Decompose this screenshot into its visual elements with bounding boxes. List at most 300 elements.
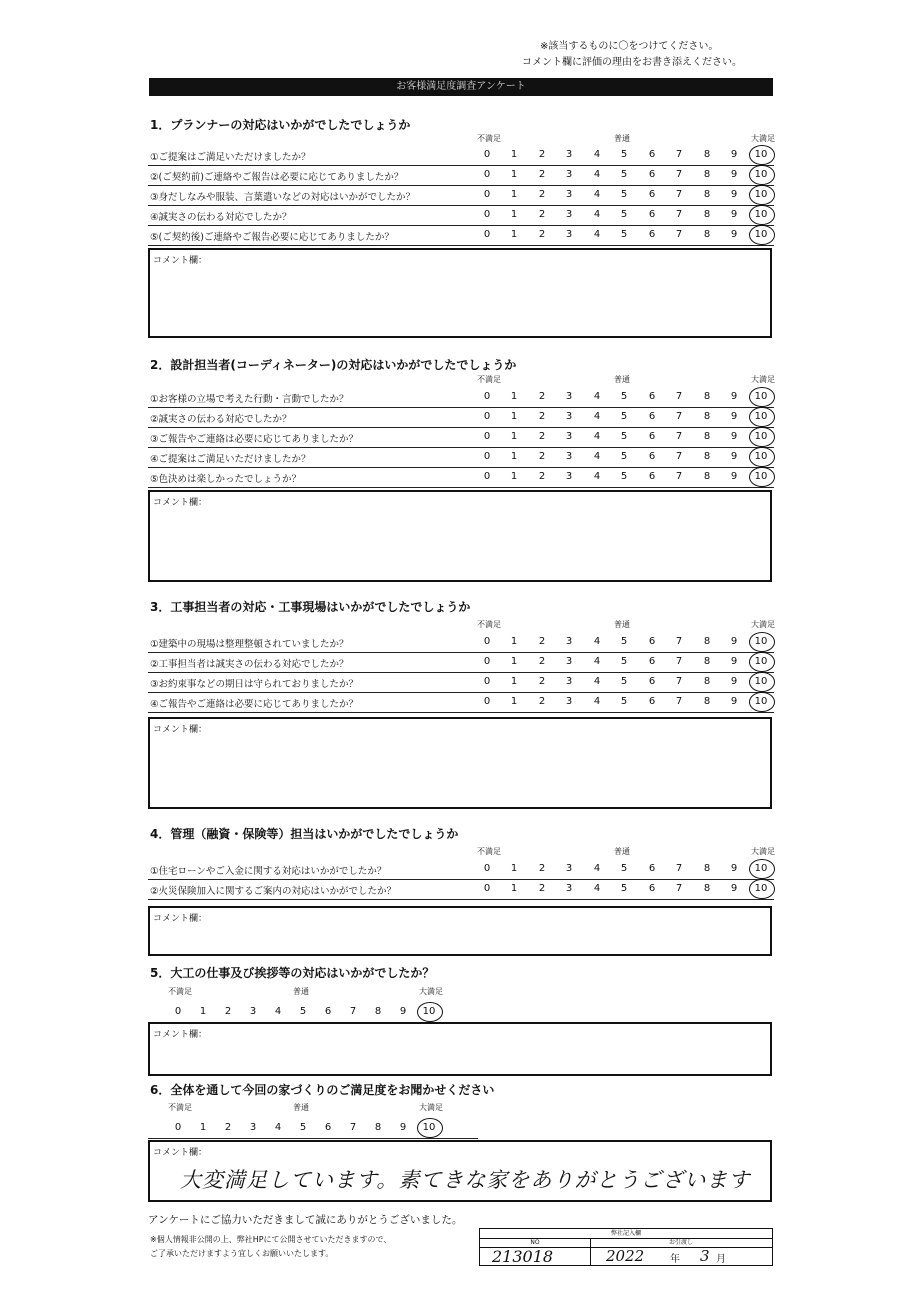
rating-option-0[interactable]: 0 xyxy=(483,391,491,402)
rating-option-5[interactable]: 5 xyxy=(620,656,628,667)
rating-option-7[interactable]: 7 xyxy=(675,391,683,402)
rating-option-2[interactable]: 2 xyxy=(538,431,546,442)
rating-option-6[interactable]: 6 xyxy=(648,169,656,180)
rating-option-3[interactable]: 3 xyxy=(565,636,573,647)
rating-option-5[interactable]: 5 xyxy=(620,209,628,220)
rating-option-8[interactable]: 8 xyxy=(374,1122,382,1133)
question-text: ①住宅ローンやご入金に関する対応はいかがでしたか？ xyxy=(150,866,387,877)
question-text: ②工事担当者は誠実さの伝わる対応でしたか？ xyxy=(150,659,349,670)
rating-option-3[interactable]: 3 xyxy=(565,451,573,462)
question-row xyxy=(148,206,774,226)
comment-box[interactable] xyxy=(148,248,772,338)
rating-option-7[interactable]: 7 xyxy=(675,636,683,647)
scale-label-mid: 普通 xyxy=(293,987,309,996)
rating-option-3[interactable]: 3 xyxy=(249,1006,257,1017)
rating-option-2[interactable]: 2 xyxy=(538,209,546,220)
rating-option-5[interactable]: 5 xyxy=(620,636,628,647)
rating-option-7[interactable]: 7 xyxy=(349,1006,357,1017)
scale-label-mid: 普通 xyxy=(614,620,630,629)
rating-option-5[interactable]: 5 xyxy=(620,391,628,402)
rating-option-2[interactable]: 2 xyxy=(538,636,546,647)
rating-option-8[interactable]: 8 xyxy=(703,391,711,402)
scale-label-low: 不満足 xyxy=(477,620,501,629)
question-text: ①建築中の現場は整理整頓されていましたか？ xyxy=(150,639,349,650)
rating-option-10[interactable]: 10 xyxy=(754,863,768,874)
question-row xyxy=(148,633,774,653)
question-row xyxy=(148,468,774,488)
question-row xyxy=(148,146,774,166)
rating-option-6[interactable]: 6 xyxy=(648,883,656,894)
rating-option-6[interactable]: 6 xyxy=(648,189,656,200)
rating-option-7[interactable]: 7 xyxy=(675,883,683,894)
scale-label-mid: 普通 xyxy=(614,134,630,143)
rating-option-0[interactable]: 0 xyxy=(174,1006,182,1017)
rating-option-3[interactable]: 3 xyxy=(565,883,573,894)
rating-option-1[interactable]: 1 xyxy=(510,431,518,442)
rating-option-0[interactable]: 0 xyxy=(483,431,491,442)
comment-box[interactable] xyxy=(148,490,772,582)
selected-rating-circle xyxy=(749,165,775,185)
rating-option-5[interactable]: 5 xyxy=(620,431,628,442)
question-row xyxy=(148,880,774,900)
rating-option-10[interactable]: 10 xyxy=(754,229,768,240)
rating-option-9[interactable]: 9 xyxy=(399,1006,407,1017)
rating-option-2[interactable]: 2 xyxy=(538,883,546,894)
question-row xyxy=(148,166,774,186)
rating-option-0[interactable]: 0 xyxy=(483,149,491,160)
rating-option-10[interactable]: 10 xyxy=(754,169,768,180)
rating-option-1[interactable]: 1 xyxy=(510,209,518,220)
rating-option-6[interactable]: 6 xyxy=(324,1006,332,1017)
rating-option-0[interactable]: 0 xyxy=(483,411,491,422)
rating-option-8[interactable]: 8 xyxy=(703,411,711,422)
rating-option-4[interactable]: 4 xyxy=(593,209,601,220)
rating-option-5[interactable]: 5 xyxy=(620,451,628,462)
rating-option-6[interactable]: 6 xyxy=(648,676,656,687)
section-title: 6．全体を通して今回の家づくりのご満足度をお聞かせください xyxy=(150,1083,495,1097)
rating-option-5[interactable]: 5 xyxy=(620,863,628,874)
rating-option-2[interactable]: 2 xyxy=(538,411,546,422)
rating-option-10[interactable]: 10 xyxy=(754,189,768,200)
scale-label-mid: 普通 xyxy=(614,375,630,384)
rating-option-10[interactable]: 10 xyxy=(754,209,768,220)
rating-option-9[interactable]: 9 xyxy=(399,1122,407,1133)
survey-title-banner: お客様満足度調査アンケート xyxy=(149,78,773,96)
question-text: ①ご提案はご満足いただけましたか？ xyxy=(150,152,311,163)
rating-option-10[interactable]: 10 xyxy=(754,149,768,160)
rating-option-5[interactable]: 5 xyxy=(620,169,628,180)
rating-option-5[interactable]: 5 xyxy=(620,411,628,422)
rating-option-1[interactable]: 1 xyxy=(199,1006,207,1017)
rating-option-9[interactable]: 9 xyxy=(730,636,738,647)
selected-rating-circle xyxy=(749,387,775,407)
question-row xyxy=(148,408,774,428)
rating-option-3[interactable]: 3 xyxy=(565,149,573,160)
rating-option-10[interactable]: 10 xyxy=(754,411,768,422)
rating-option-5[interactable]: 5 xyxy=(620,696,628,707)
rating-option-6[interactable]: 6 xyxy=(648,431,656,442)
section-title: 1．プランナーの対応はいかがでしたでしょうか xyxy=(150,118,411,132)
comment-box[interactable] xyxy=(148,1022,772,1076)
section-title: 3．工事担当者の対応・工事現場はいかがでしたでしょうか xyxy=(150,600,471,614)
scale-label-mid: 普通 xyxy=(614,847,630,856)
rating-option-2[interactable]: 2 xyxy=(538,391,546,402)
scale-label-low: 不満足 xyxy=(477,134,501,143)
comment-box[interactable] xyxy=(148,906,772,956)
rating-option-1[interactable]: 1 xyxy=(199,1122,207,1133)
selected-rating-circle xyxy=(417,1118,443,1138)
rating-option-3[interactable]: 3 xyxy=(565,229,573,240)
rating-option-6[interactable]: 6 xyxy=(648,411,656,422)
rating-option-4[interactable]: 4 xyxy=(593,656,601,667)
selected-rating-circle xyxy=(749,692,775,712)
rating-option-6[interactable]: 6 xyxy=(648,451,656,462)
rating-option-0[interactable]: 0 xyxy=(483,189,491,200)
rating-option-9[interactable]: 9 xyxy=(730,209,738,220)
rating-option-10[interactable]: 10 xyxy=(754,391,768,402)
rating-option-7[interactable]: 7 xyxy=(675,471,683,482)
rating-option-9[interactable]: 9 xyxy=(730,149,738,160)
rating-option-8[interactable]: 8 xyxy=(374,1006,382,1017)
rating-option-2[interactable]: 2 xyxy=(538,676,546,687)
rating-option-7[interactable]: 7 xyxy=(675,149,683,160)
selected-rating-circle xyxy=(749,879,775,899)
rating-option-10[interactable]: 10 xyxy=(422,1122,436,1133)
rating-option-6[interactable]: 6 xyxy=(648,656,656,667)
question-text: ②火災保険加入に関するご案内の対応はいかがでしたか？ xyxy=(150,886,397,897)
selected-rating-circle xyxy=(749,672,775,692)
rating-option-0[interactable]: 0 xyxy=(483,883,491,894)
question-row xyxy=(148,388,774,408)
rating-option-0[interactable]: 0 xyxy=(483,656,491,667)
rating-option-1[interactable]: 1 xyxy=(510,656,518,667)
rating-option-3[interactable]: 3 xyxy=(565,391,573,402)
rating-option-5[interactable]: 5 xyxy=(620,471,628,482)
comment-box[interactable] xyxy=(148,1140,772,1202)
section-title: 2．設計担当者(コーディネーター)の対応はいかがでしたでしょうか xyxy=(150,358,517,372)
rating-option-3[interactable]: 3 xyxy=(565,411,573,422)
rating-option-3[interactable]: 3 xyxy=(565,676,573,687)
comment-label: コメント欄： xyxy=(153,1148,208,1158)
handover-month: 3 xyxy=(700,1247,710,1265)
no-label: NO xyxy=(480,1238,591,1248)
rating-option-10[interactable]: 10 xyxy=(754,656,768,667)
rating-option-7[interactable]: 7 xyxy=(675,411,683,422)
selected-rating-circle xyxy=(749,652,775,672)
rating-option-6[interactable]: 6 xyxy=(648,471,656,482)
rating-option-8[interactable]: 8 xyxy=(703,883,711,894)
rating-option-9[interactable]: 9 xyxy=(730,229,738,240)
question-text: ①お客様の立場で考えた行動・言動でしたか？ xyxy=(150,394,349,405)
rating-option-5[interactable]: 5 xyxy=(299,1122,307,1133)
rating-option-7[interactable]: 7 xyxy=(675,229,683,240)
instruction-note-2: コメント欄に評価の理由をお書き添えください。 xyxy=(522,57,742,68)
rating-option-8[interactable]: 8 xyxy=(703,229,711,240)
rating-option-8[interactable]: 8 xyxy=(703,451,711,462)
rating-option-4[interactable]: 4 xyxy=(593,169,601,180)
rating-option-0[interactable]: 0 xyxy=(483,676,491,687)
rating-option-1[interactable]: 1 xyxy=(510,636,518,647)
rating-option-2[interactable]: 2 xyxy=(538,149,546,160)
privacy-note-1: ※個人情報非公開の上、弊社HPにて公開させていただきますので、 xyxy=(150,1235,392,1244)
rating-option-10[interactable]: 10 xyxy=(754,431,768,442)
rating-option-0[interactable]: 0 xyxy=(483,209,491,220)
question-row xyxy=(148,448,774,468)
scale-label-low: 不満足 xyxy=(168,987,192,996)
rating-option-9[interactable]: 9 xyxy=(730,863,738,874)
question-row xyxy=(148,226,774,246)
comment-label: コメント欄： xyxy=(153,914,208,924)
rating-option-1[interactable]: 1 xyxy=(510,189,518,200)
rating-option-9[interactable]: 9 xyxy=(730,656,738,667)
rating-option-3[interactable]: 3 xyxy=(565,431,573,442)
rating-option-6[interactable]: 6 xyxy=(648,863,656,874)
rating-option-1[interactable]: 1 xyxy=(510,411,518,422)
rating-option-0[interactable]: 0 xyxy=(483,229,491,240)
selected-rating-circle xyxy=(749,185,775,205)
rating-option-9[interactable]: 9 xyxy=(730,696,738,707)
selected-rating-circle xyxy=(749,205,775,225)
rating-option-4[interactable]: 4 xyxy=(593,411,601,422)
rating-option-0[interactable]: 0 xyxy=(483,169,491,180)
selected-rating-circle xyxy=(749,859,775,879)
question-text: ④ご提案はご満足いただけましたか？ xyxy=(150,454,311,465)
rating-option-0[interactable]: 0 xyxy=(483,863,491,874)
rating-option-7[interactable]: 7 xyxy=(349,1122,357,1133)
rating-option-4[interactable]: 4 xyxy=(593,696,601,707)
rating-option-4[interactable]: 4 xyxy=(593,471,601,482)
question-row xyxy=(148,428,774,448)
office-box-header: 弊社記入欄 xyxy=(480,1229,772,1239)
rating-option-2[interactable]: 2 xyxy=(538,696,546,707)
rating-option-1[interactable]: 1 xyxy=(510,169,518,180)
rating-option-4[interactable]: 4 xyxy=(593,676,601,687)
rating-option-9[interactable]: 9 xyxy=(730,189,738,200)
rating-option-9[interactable]: 9 xyxy=(730,411,738,422)
question-text: ④誠実さの伝わる対応でしたか？ xyxy=(150,212,292,223)
question-text: ⑤色決めは楽しかったでしょうか？ xyxy=(150,474,302,485)
rating-option-5[interactable]: 5 xyxy=(620,676,628,687)
selected-rating-circle xyxy=(417,1002,443,1022)
rating-option-4[interactable]: 4 xyxy=(593,149,601,160)
rating-option-1[interactable]: 1 xyxy=(510,696,518,707)
question-text: ②誠実さの伝わる対応でしたか？ xyxy=(150,414,292,425)
rating-option-3[interactable]: 3 xyxy=(565,169,573,180)
rating-option-10[interactable]: 10 xyxy=(754,696,768,707)
rating-option-6[interactable]: 6 xyxy=(648,229,656,240)
rating-option-7[interactable]: 7 xyxy=(675,431,683,442)
scale-label-high: 大満足 xyxy=(419,1103,443,1112)
rating-option-0[interactable]: 0 xyxy=(483,471,491,482)
comment-label: コメント欄： xyxy=(153,1030,208,1040)
question-text: ③身だしなみや服装、言葉遣いなどの対応はいかがでしたか？ xyxy=(150,192,416,203)
rating-option-5[interactable]: 5 xyxy=(620,229,628,240)
selected-rating-circle xyxy=(749,145,775,165)
rating-row xyxy=(148,1119,478,1139)
rating-option-9[interactable]: 9 xyxy=(730,391,738,402)
rating-option-3[interactable]: 3 xyxy=(249,1122,257,1133)
rating-option-4[interactable]: 4 xyxy=(593,883,601,894)
rating-option-4[interactable]: 4 xyxy=(593,391,601,402)
selected-rating-circle xyxy=(749,632,775,652)
comment-label: コメント欄： xyxy=(153,498,208,508)
rating-option-4[interactable]: 4 xyxy=(593,229,601,240)
selected-rating-circle xyxy=(749,447,775,467)
scale-label-mid: 普通 xyxy=(293,1103,309,1112)
selected-rating-circle xyxy=(749,467,775,487)
rating-option-2[interactable]: 2 xyxy=(538,169,546,180)
rating-option-7[interactable]: 7 xyxy=(675,169,683,180)
year-unit: 年 xyxy=(670,1254,680,1265)
question-text: ④ご報告やご連絡は必要に応じてありましたか？ xyxy=(150,699,359,710)
rating-option-8[interactable]: 8 xyxy=(703,431,711,442)
rating-option-9[interactable]: 9 xyxy=(730,676,738,687)
rating-option-10[interactable]: 10 xyxy=(422,1006,436,1017)
rating-option-4[interactable]: 4 xyxy=(593,431,601,442)
selected-rating-circle xyxy=(749,427,775,447)
rating-option-10[interactable]: 10 xyxy=(754,883,768,894)
rating-option-8[interactable]: 8 xyxy=(703,863,711,874)
rating-option-0[interactable]: 0 xyxy=(483,451,491,462)
rating-option-3[interactable]: 3 xyxy=(565,189,573,200)
rating-option-3[interactable]: 3 xyxy=(565,656,573,667)
rating-option-8[interactable]: 8 xyxy=(703,656,711,667)
rating-option-7[interactable]: 7 xyxy=(675,451,683,462)
rating-option-3[interactable]: 3 xyxy=(565,696,573,707)
privacy-note-2: ご了承いただけますよう宜しくお願いいたします。 xyxy=(150,1249,334,1258)
rating-option-1[interactable]: 1 xyxy=(510,229,518,240)
rating-option-2[interactable]: 2 xyxy=(538,863,546,874)
rating-option-9[interactable]: 9 xyxy=(730,169,738,180)
scale-label-low: 不満足 xyxy=(477,847,501,856)
question-text: ⑤(ご契約後)ご連絡やご報告必要に応じてありましたか？ xyxy=(150,232,394,243)
rating-option-2[interactable]: 2 xyxy=(224,1006,232,1017)
rating-option-2[interactable]: 2 xyxy=(224,1122,232,1133)
rating-option-7[interactable]: 7 xyxy=(675,209,683,220)
rating-option-0[interactable]: 0 xyxy=(174,1122,182,1133)
rating-option-6[interactable]: 6 xyxy=(648,696,656,707)
rating-option-7[interactable]: 7 xyxy=(675,656,683,667)
rating-option-1[interactable]: 1 xyxy=(510,471,518,482)
thanks-message: アンケートにご協力いただきまして誠にありがとうございました。 xyxy=(148,1214,463,1226)
rating-option-10[interactable]: 10 xyxy=(754,676,768,687)
rating-option-6[interactable]: 6 xyxy=(648,149,656,160)
section-title: 4．管理（融資・保険等）担当はいかがでしたでしょうか xyxy=(150,827,459,841)
rating-option-4[interactable]: 4 xyxy=(274,1006,282,1017)
question-row xyxy=(148,693,774,713)
handover-label: お引渡し xyxy=(590,1238,772,1248)
rating-option-10[interactable]: 10 xyxy=(754,451,768,462)
office-use-box xyxy=(479,1228,773,1266)
rating-option-3[interactable]: 3 xyxy=(565,863,573,874)
scale-label-high: 大満足 xyxy=(751,134,775,143)
rating-option-8[interactable]: 8 xyxy=(703,696,711,707)
rating-option-4[interactable]: 4 xyxy=(593,189,601,200)
rating-option-1[interactable]: 1 xyxy=(510,391,518,402)
section-title: 5．大工の仕事及び挨拶等の対応はいかがでしたか？ xyxy=(150,966,435,980)
rating-option-2[interactable]: 2 xyxy=(538,229,546,240)
rating-option-0[interactable]: 0 xyxy=(483,696,491,707)
rating-option-9[interactable]: 9 xyxy=(730,451,738,462)
question-row xyxy=(148,186,774,206)
rating-option-8[interactable]: 8 xyxy=(703,189,711,200)
scale-label-high: 大満足 xyxy=(751,847,775,856)
rating-option-7[interactable]: 7 xyxy=(675,189,683,200)
scale-label-low: 不満足 xyxy=(168,1103,192,1112)
rating-row xyxy=(148,1003,478,1023)
rating-option-2[interactable]: 2 xyxy=(538,656,546,667)
rating-option-5[interactable]: 5 xyxy=(620,189,628,200)
rating-option-8[interactable]: 8 xyxy=(703,149,711,160)
rating-option-10[interactable]: 10 xyxy=(754,471,768,482)
rating-option-1[interactable]: 1 xyxy=(510,883,518,894)
selected-rating-circle xyxy=(749,407,775,427)
rating-option-8[interactable]: 8 xyxy=(703,471,711,482)
rating-option-8[interactable]: 8 xyxy=(703,169,711,180)
rating-option-9[interactable]: 9 xyxy=(730,883,738,894)
rating-option-0[interactable]: 0 xyxy=(483,636,491,647)
rating-option-1[interactable]: 1 xyxy=(510,863,518,874)
rating-option-8[interactable]: 8 xyxy=(703,676,711,687)
rating-option-6[interactable]: 6 xyxy=(648,391,656,402)
rating-option-2[interactable]: 2 xyxy=(538,471,546,482)
rating-option-6[interactable]: 6 xyxy=(324,1122,332,1133)
rating-option-4[interactable]: 4 xyxy=(593,451,601,462)
question-row xyxy=(148,860,774,880)
scale-label-low: 不満足 xyxy=(477,375,501,384)
question-text: ③お約束事などの期日は守られておりましたか？ xyxy=(150,679,359,690)
rating-option-4[interactable]: 4 xyxy=(274,1122,282,1133)
rating-option-7[interactable]: 7 xyxy=(675,863,683,874)
rating-option-8[interactable]: 8 xyxy=(703,636,711,647)
rating-option-3[interactable]: 3 xyxy=(565,209,573,220)
rating-option-5[interactable]: 5 xyxy=(299,1006,307,1017)
rating-option-8[interactable]: 8 xyxy=(703,209,711,220)
rating-option-7[interactable]: 7 xyxy=(675,676,683,687)
comment-box[interactable] xyxy=(148,717,772,809)
rating-option-4[interactable]: 4 xyxy=(593,636,601,647)
question-text: ②(ご契約前)ご連絡やご報告は必要に応じてありましたか？ xyxy=(150,172,404,183)
comment-label: コメント欄： xyxy=(153,256,208,266)
instruction-note-1: ※該当するものに〇をつけてください。 xyxy=(540,41,719,52)
question-row xyxy=(148,673,774,693)
selected-rating-circle xyxy=(749,225,775,245)
handwritten-comment: 大変満足しています。素てきな家をありがとうございます xyxy=(180,1168,751,1192)
rating-option-2[interactable]: 2 xyxy=(538,189,546,200)
rating-option-9[interactable]: 9 xyxy=(730,431,738,442)
rating-option-1[interactable]: 1 xyxy=(510,451,518,462)
rating-option-6[interactable]: 6 xyxy=(648,209,656,220)
question-row xyxy=(148,653,774,673)
scale-label-high: 大満足 xyxy=(419,987,443,996)
handover-year: 2022 xyxy=(606,1247,645,1265)
rating-option-4[interactable]: 4 xyxy=(593,863,601,874)
question-text: ③ご報告やご連絡は必要に応じてありましたか？ xyxy=(150,434,359,445)
month-unit: 月 xyxy=(716,1254,726,1265)
rating-option-2[interactable]: 2 xyxy=(538,451,546,462)
scale-label-high: 大満足 xyxy=(751,375,775,384)
rating-option-1[interactable]: 1 xyxy=(510,149,518,160)
rating-option-10[interactable]: 10 xyxy=(754,636,768,647)
rating-option-9[interactable]: 9 xyxy=(730,471,738,482)
comment-label: コメント欄： xyxy=(153,725,208,735)
rating-option-3[interactable]: 3 xyxy=(565,471,573,482)
rating-option-7[interactable]: 7 xyxy=(675,696,683,707)
rating-option-6[interactable]: 6 xyxy=(648,636,656,647)
rating-option-5[interactable]: 5 xyxy=(620,149,628,160)
rating-option-5[interactable]: 5 xyxy=(620,883,628,894)
rating-option-1[interactable]: 1 xyxy=(510,676,518,687)
